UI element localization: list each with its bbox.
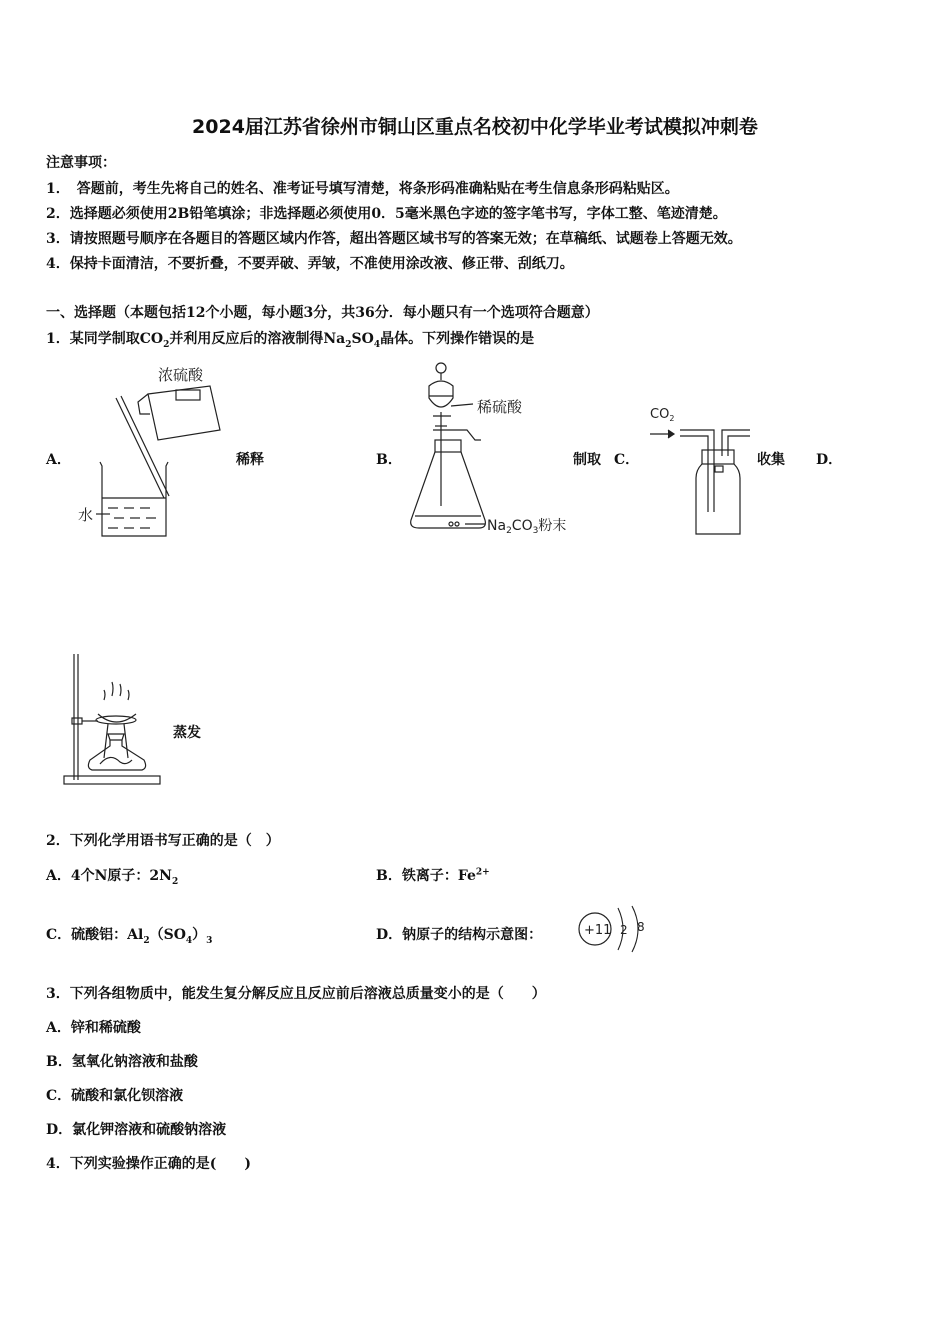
question-2-option-c: C．硫酸铝：$Al_2(SO_4)_3$ [46, 927, 213, 946]
option-c-label: C． [614, 452, 640, 468]
option-a-text: 稀释 [236, 452, 264, 468]
question-3-option-a: A．锌和稀硫酸 [46, 1020, 141, 1036]
figure-evaporation [60, 648, 170, 788]
page-title: 2024届江苏省徐州市铜山区重点名校初中化学毕业考试模拟冲刺卷 [192, 116, 758, 138]
option-d-label: D． [816, 452, 843, 468]
shell-2-electrons: 8 [637, 920, 645, 934]
label-co2: $CO_2$ [650, 407, 675, 423]
question-2-option-b: B．铁离子：$Fe^{2+}$ [376, 867, 490, 884]
label-dilute-acid: 稀硫酸 [477, 398, 523, 416]
sodium-atom-diagram [576, 900, 652, 958]
label-na2co3: $Na_2CO_3$粉末 [487, 518, 567, 536]
figure-dilution [70, 358, 230, 540]
question-3-option-c: C．硫酸和氯化钡溶液 [46, 1088, 184, 1104]
question-3-stem: 3．下列各组物质中，能发生复分解反应且反应前后溶液总质量变小的是（ ） [46, 986, 546, 1002]
option-c-text: 收集 [757, 452, 785, 468]
figure-generation [405, 356, 580, 540]
question-3-option-b: B．氢氧化钠溶液和盐酸 [46, 1054, 198, 1070]
notice-item-3: 3．请按照题号顺序在各题目的答题区域内作答，超出答题区域书写的答案无效；在草稿纸、试题卷上答题无效。 [46, 231, 742, 247]
option-d-text: 蒸发 [173, 725, 201, 741]
notice-item-1: 1． 答题前，考生先将自己的姓名、准考证号填写清楚，将条形码准确粘贴在考生信息条形码粘贴区。 [46, 181, 679, 197]
question-1-stem: 1．某同学制取$CO_2$并利用反应后的溶液制得$Na_2SO_4$晶体。下列操作错误的是 [46, 331, 535, 350]
notice-item-2: 2．选择题必须使用2B铅笔填涂；非选择题必须使用0．5毫米黑色字迹的签字笔书写，字体工整、笔迹清楚。 [46, 206, 727, 222]
shell-1-electrons: 2 [620, 923, 628, 937]
question-3-option-d: D．氯化钾溶液和硫酸钠溶液 [46, 1122, 227, 1138]
question-2-option-d: D．钠原子的结构示意图： [376, 927, 543, 943]
option-a-label: A． [46, 452, 71, 468]
option-b-text: 制取 [573, 452, 601, 468]
notice-heading: 注意事项： [46, 155, 116, 171]
question-2-option-a: A．4个N原子：$2N_2$ [46, 868, 179, 887]
nucleus-charge: +11 [584, 923, 612, 938]
option-b-label: B． [376, 452, 402, 468]
figure-collection [644, 400, 760, 540]
label-water: 水 [78, 506, 94, 524]
notice-item-4: 4．保持卡面清洁，不要折叠，不要弄破、弄皱，不准使用涂改液、修正带、刮纸刀。 [46, 256, 574, 272]
question-2-stem: 2．下列化学用语书写正确的是（ ） [46, 833, 280, 849]
question-4-stem: 4．下列实验操作正确的是( ) [46, 1156, 251, 1172]
label-concentrated-acid: 浓硫酸 [158, 366, 204, 384]
section-heading: 一、选择题（本题包括12个小题，每小题3分，共36分．每小题只有一个选项符合题意） [46, 305, 599, 321]
